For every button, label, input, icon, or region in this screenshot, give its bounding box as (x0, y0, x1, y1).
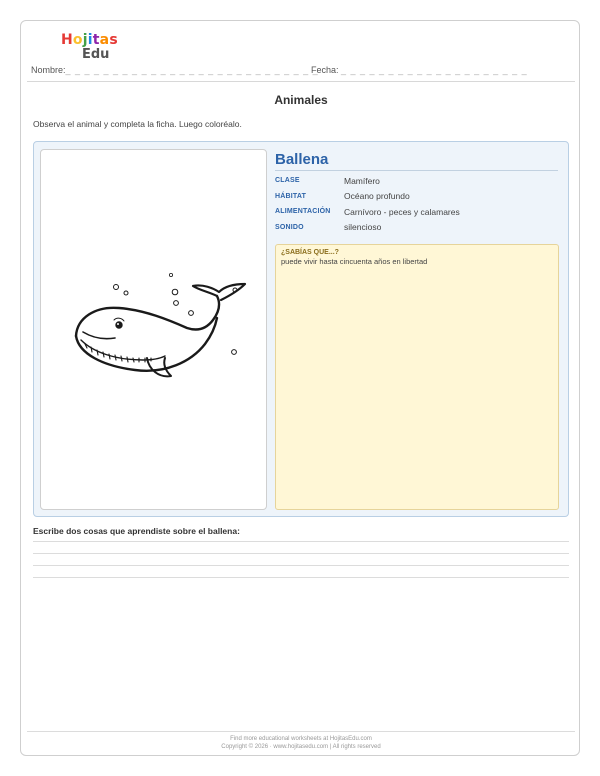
name-field[interactable] (31, 65, 319, 75)
whale-icon (73, 270, 248, 382)
fact-label: HÁBITAT (275, 192, 307, 200)
fact-row-clase (275, 173, 565, 189)
date-field[interactable] (311, 65, 528, 75)
name-divider (275, 170, 558, 171)
writing-prompt: Escribe dos cosas que aprendiste sobre el ballena: (33, 526, 240, 536)
hojitas-edu-logo (61, 33, 121, 63)
did-you-know-text: puede vivir hasta cincuenta años en libertad (281, 257, 428, 266)
footer-divider (27, 731, 575, 732)
fact-label: ALIMENTACIÓN (275, 208, 331, 216)
fact-value: silencioso (344, 222, 382, 233)
instruction-text: Observa el animal y completa la ficha. Luego coloréalo. (33, 119, 242, 129)
fact-label: SONIDO (275, 223, 304, 231)
did-you-know-box (275, 244, 559, 510)
footer-line-2: Copyright © 2026 · www.hojitasedu.com | All rights reserved (221, 744, 381, 750)
writing-line[interactable] (33, 577, 569, 578)
fact-value: Océano profundo (344, 191, 410, 202)
animal-name: Ballena (275, 151, 329, 168)
writing-line[interactable] (33, 553, 569, 554)
fact-label: CLASE (275, 177, 300, 185)
footer (21, 735, 581, 751)
date-label: Fecha: (311, 65, 339, 75)
writing-line[interactable] (33, 565, 569, 566)
fact-value: Mamífero (344, 175, 380, 186)
did-you-know-title: ¿SABÍAS QUE...? (281, 249, 339, 256)
date-blank: _ _ _ _ _ _ _ _ _ _ _ _ _ _ _ _ _ _ _ _ (341, 65, 528, 75)
animal-image-frame (40, 149, 267, 510)
logo-subtext: Edu (82, 47, 110, 62)
writing-line[interactable] (33, 541, 569, 542)
animal-card (33, 141, 569, 517)
animal-facts (275, 173, 565, 235)
footer-line-1: Find more educational worksheets at HojitasEdu.com (230, 736, 372, 742)
fact-row-alimentacion (275, 204, 565, 220)
logo-wordmark: Hojitas (61, 32, 118, 48)
fact-value: Carnívoro - peces y calamares (344, 206, 460, 217)
worksheet-page (20, 20, 580, 756)
fact-row-sonido (275, 220, 565, 236)
header-divider (27, 81, 575, 82)
fact-row-habitat (275, 189, 565, 205)
name-label: Nombre: (31, 65, 66, 75)
page-title: Animales (274, 93, 328, 107)
name-blank: _ _ _ _ _ _ _ _ _ _ _ _ _ _ _ _ _ _ _ _ _ _ _ _ _ _ _ (65, 65, 319, 75)
